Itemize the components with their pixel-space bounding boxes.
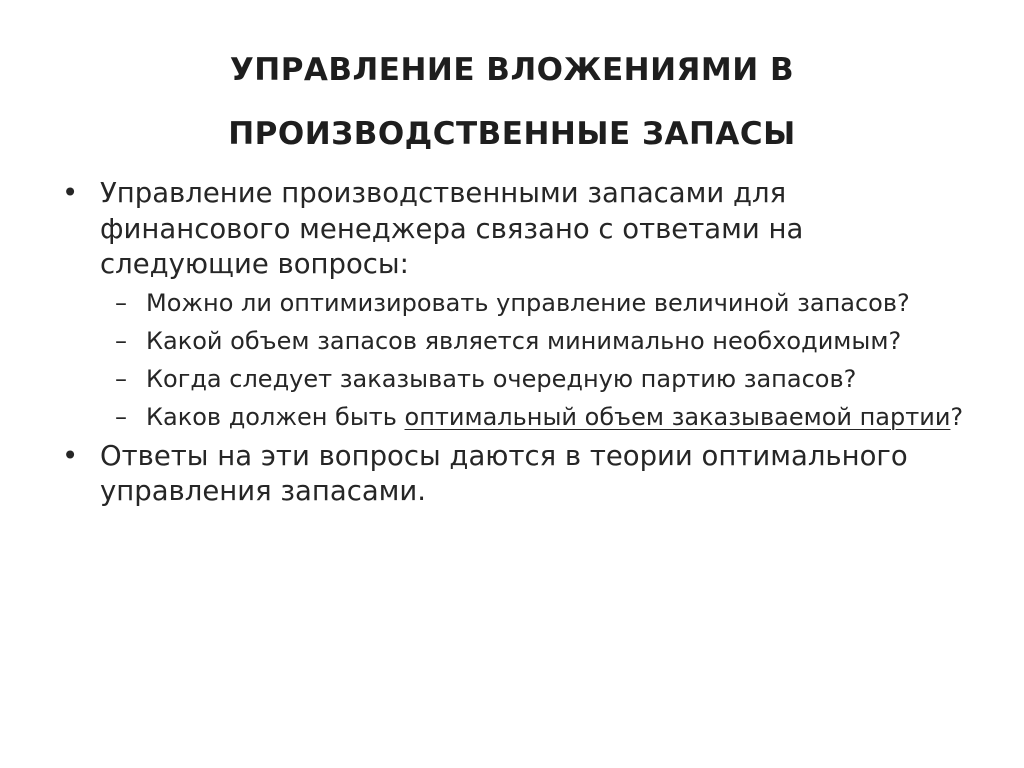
underlined-link-optimal-order[interactable]: оптимальный объем заказываемой партии bbox=[404, 402, 951, 431]
bullet-text-1: Управление производственными запасами для финансового менеджера связано с ответами на следующие вопросы: bbox=[100, 177, 804, 280]
sub-item-1 bbox=[54, 287, 974, 319]
sub-item-2 bbox=[54, 325, 974, 357]
sub-item-text-4-suffix: ? bbox=[950, 402, 964, 431]
sub-item-text-2: Какой объем запасов является минимально необходимым? bbox=[146, 326, 902, 355]
bullet-text-2: Ответы на эти вопросы даются в теории оптимального управления запасами. bbox=[100, 439, 908, 507]
bullet-marker: • bbox=[62, 177, 79, 209]
bullet-item-1 bbox=[54, 176, 974, 283]
sub-item-3 bbox=[54, 363, 974, 395]
title-line-2: ПРОИЗВОДСТВЕННЫЕ ЗАПАСЫ bbox=[228, 116, 796, 152]
sub-item-text-1: Можно ли оптимизировать управление величиной запасов? bbox=[146, 288, 910, 317]
sub-item-4 bbox=[54, 401, 974, 433]
bullet-marker: • bbox=[62, 439, 79, 472]
dash-marker: – bbox=[115, 402, 127, 431]
dash-marker: – bbox=[115, 364, 127, 393]
sub-list bbox=[54, 287, 974, 433]
slide-body bbox=[54, 176, 974, 514]
dash-marker: – bbox=[115, 326, 127, 355]
slide-title bbox=[60, 38, 964, 166]
title-line-1: УПРАВЛЕНИЕ ВЛОЖЕНИЯМИ В bbox=[229, 52, 795, 88]
bullet-item-2 bbox=[54, 439, 974, 510]
sub-item-text-3: Когда следует заказывать очередную партию запасов? bbox=[146, 364, 857, 393]
dash-marker: – bbox=[115, 288, 127, 317]
sub-item-text-4-prefix: Каков должен быть bbox=[146, 402, 405, 431]
